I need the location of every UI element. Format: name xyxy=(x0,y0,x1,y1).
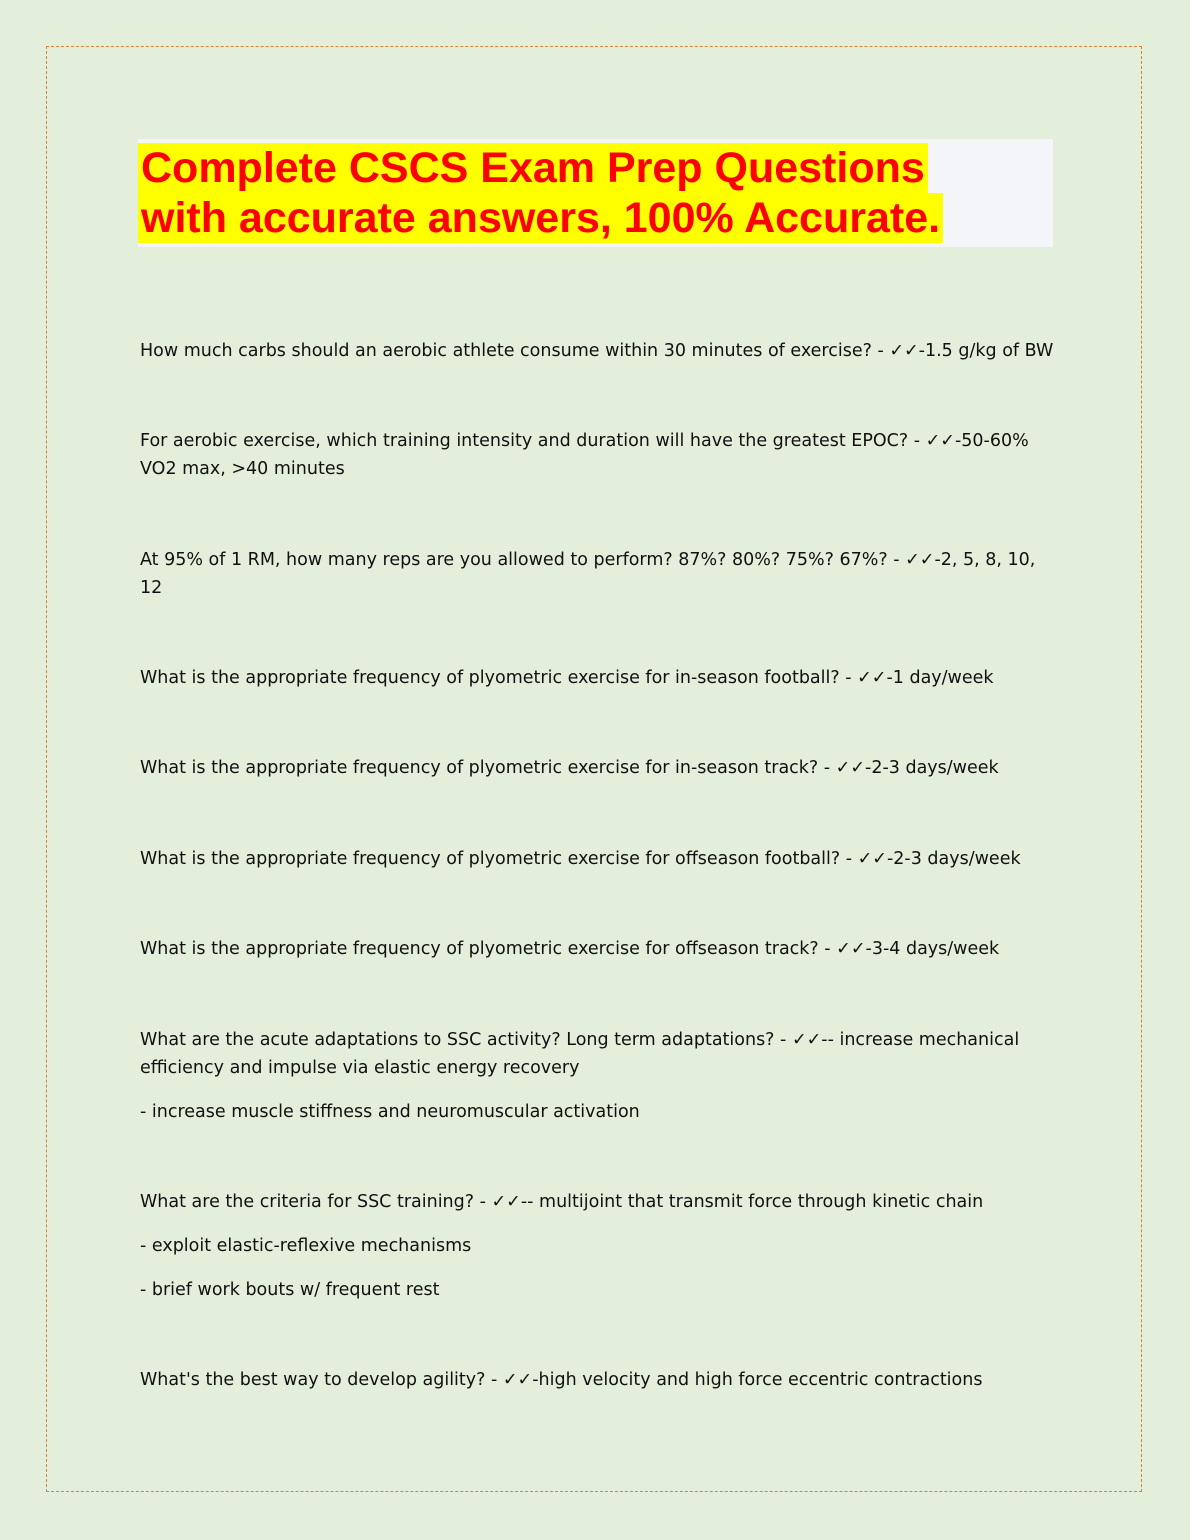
separator: - xyxy=(840,849,858,869)
title-block xyxy=(138,139,1053,247)
separator: - xyxy=(871,341,890,361)
check-mark-icon: ✓✓ xyxy=(857,668,887,688)
answer-text: -- increase mechanical efficiency and impulse via elastic energy recovery xyxy=(140,1030,1020,1078)
separator: - xyxy=(485,1370,503,1390)
question-text: How much carbs should an aerobic athlete consume within 30 minutes of exercise? xyxy=(140,341,872,361)
separator: - xyxy=(774,1030,792,1050)
question-text: What are the criteria for SSC training? xyxy=(140,1192,475,1212)
answer-text: -2, 5, 8, 10, 12 xyxy=(140,550,1036,598)
question-text: At 95% of 1 RM, how many reps are you allowed to perform? 87%? 80%? 75%? 67%? xyxy=(140,550,888,570)
qa-line xyxy=(140,845,1060,873)
check-mark-icon: ✓✓ xyxy=(502,1370,533,1390)
answer-text: -1 day/week xyxy=(886,668,994,688)
check-mark-icon: ✓✓ xyxy=(905,550,935,570)
check-mark-icon: ✓✓ xyxy=(835,758,865,778)
separator: - xyxy=(908,431,926,451)
title-line-2: with accurate answers, 100% Accurate. xyxy=(138,193,943,243)
qa-line xyxy=(140,427,1060,483)
answer-text: -- multijoint that transmit force through kinetic chain xyxy=(520,1192,984,1212)
answer-extra-line: - brief work bouts w/ frequent rest xyxy=(140,1280,440,1300)
question-text: What is the appropriate frequency of plyometric exercise for offseason football? xyxy=(140,849,841,869)
qa-item xyxy=(140,1188,1060,1304)
question-text: What is the appropriate frequency of plyometric exercise for in-season football? xyxy=(140,668,840,688)
separator: - xyxy=(839,668,858,688)
check-mark-icon: ✓✓ xyxy=(857,849,887,869)
answer-text: -2-3 days/week xyxy=(865,758,999,778)
answer-text: -50-60% VO2 max, >40 minutes xyxy=(140,431,1029,479)
title-line-1: Complete CSCS Exam Prep Questions xyxy=(138,143,928,193)
qa-item xyxy=(140,845,1060,873)
check-mark-icon: ✓✓ xyxy=(491,1192,521,1212)
question-text: What's the best way to develop agility? xyxy=(140,1370,486,1390)
qa-line xyxy=(140,546,1060,602)
qa-line xyxy=(140,337,1060,365)
answer-text: -2-3 days/week xyxy=(886,849,1021,869)
qa-item xyxy=(140,1026,1060,1126)
question-text: For aerobic exercise, which training intensity and duration will have the greatest EPOC? xyxy=(140,431,909,451)
qa-item xyxy=(140,546,1060,602)
answer-text: -3-4 days/week xyxy=(865,939,1000,959)
qa-item xyxy=(140,754,1060,782)
check-mark-icon: ✓✓ xyxy=(791,1030,822,1050)
separator: - xyxy=(887,550,906,570)
answer-extra-line: - exploit elastic-reflexive mechanisms xyxy=(140,1236,472,1256)
qa-line xyxy=(140,1366,1060,1394)
check-mark-icon: ✓✓ xyxy=(925,431,955,451)
qa-item xyxy=(140,1366,1060,1394)
separator: - xyxy=(474,1192,492,1212)
qa-line xyxy=(140,664,1060,692)
qa-item xyxy=(140,935,1060,963)
qa-line xyxy=(140,1026,1060,1082)
qa-line xyxy=(140,754,1060,782)
question-text: What is the appropriate frequency of plyometric exercise for in-season track? xyxy=(140,758,819,778)
answer-extra-line: - increase muscle stiffness and neuromuscular activation xyxy=(140,1102,640,1122)
question-text: What are the acute adaptations to SSC activity? Long term adaptations? xyxy=(140,1030,775,1050)
qa-line xyxy=(140,1188,1060,1216)
answer-text: -high velocity and high force eccentric contractions xyxy=(532,1370,983,1390)
answer-text: -1.5 g/kg of BW xyxy=(918,341,1054,361)
qa-item xyxy=(140,337,1060,365)
qa-line xyxy=(140,935,1060,963)
separator: - xyxy=(818,939,837,959)
qa-item xyxy=(140,427,1060,483)
qa-item xyxy=(140,664,1060,692)
question-text: What is the appropriate frequency of plyometric exercise for offseason track? xyxy=(140,939,819,959)
check-mark-icon: ✓✓ xyxy=(836,939,866,959)
separator: - xyxy=(818,758,836,778)
check-mark-icon: ✓✓ xyxy=(889,341,919,361)
